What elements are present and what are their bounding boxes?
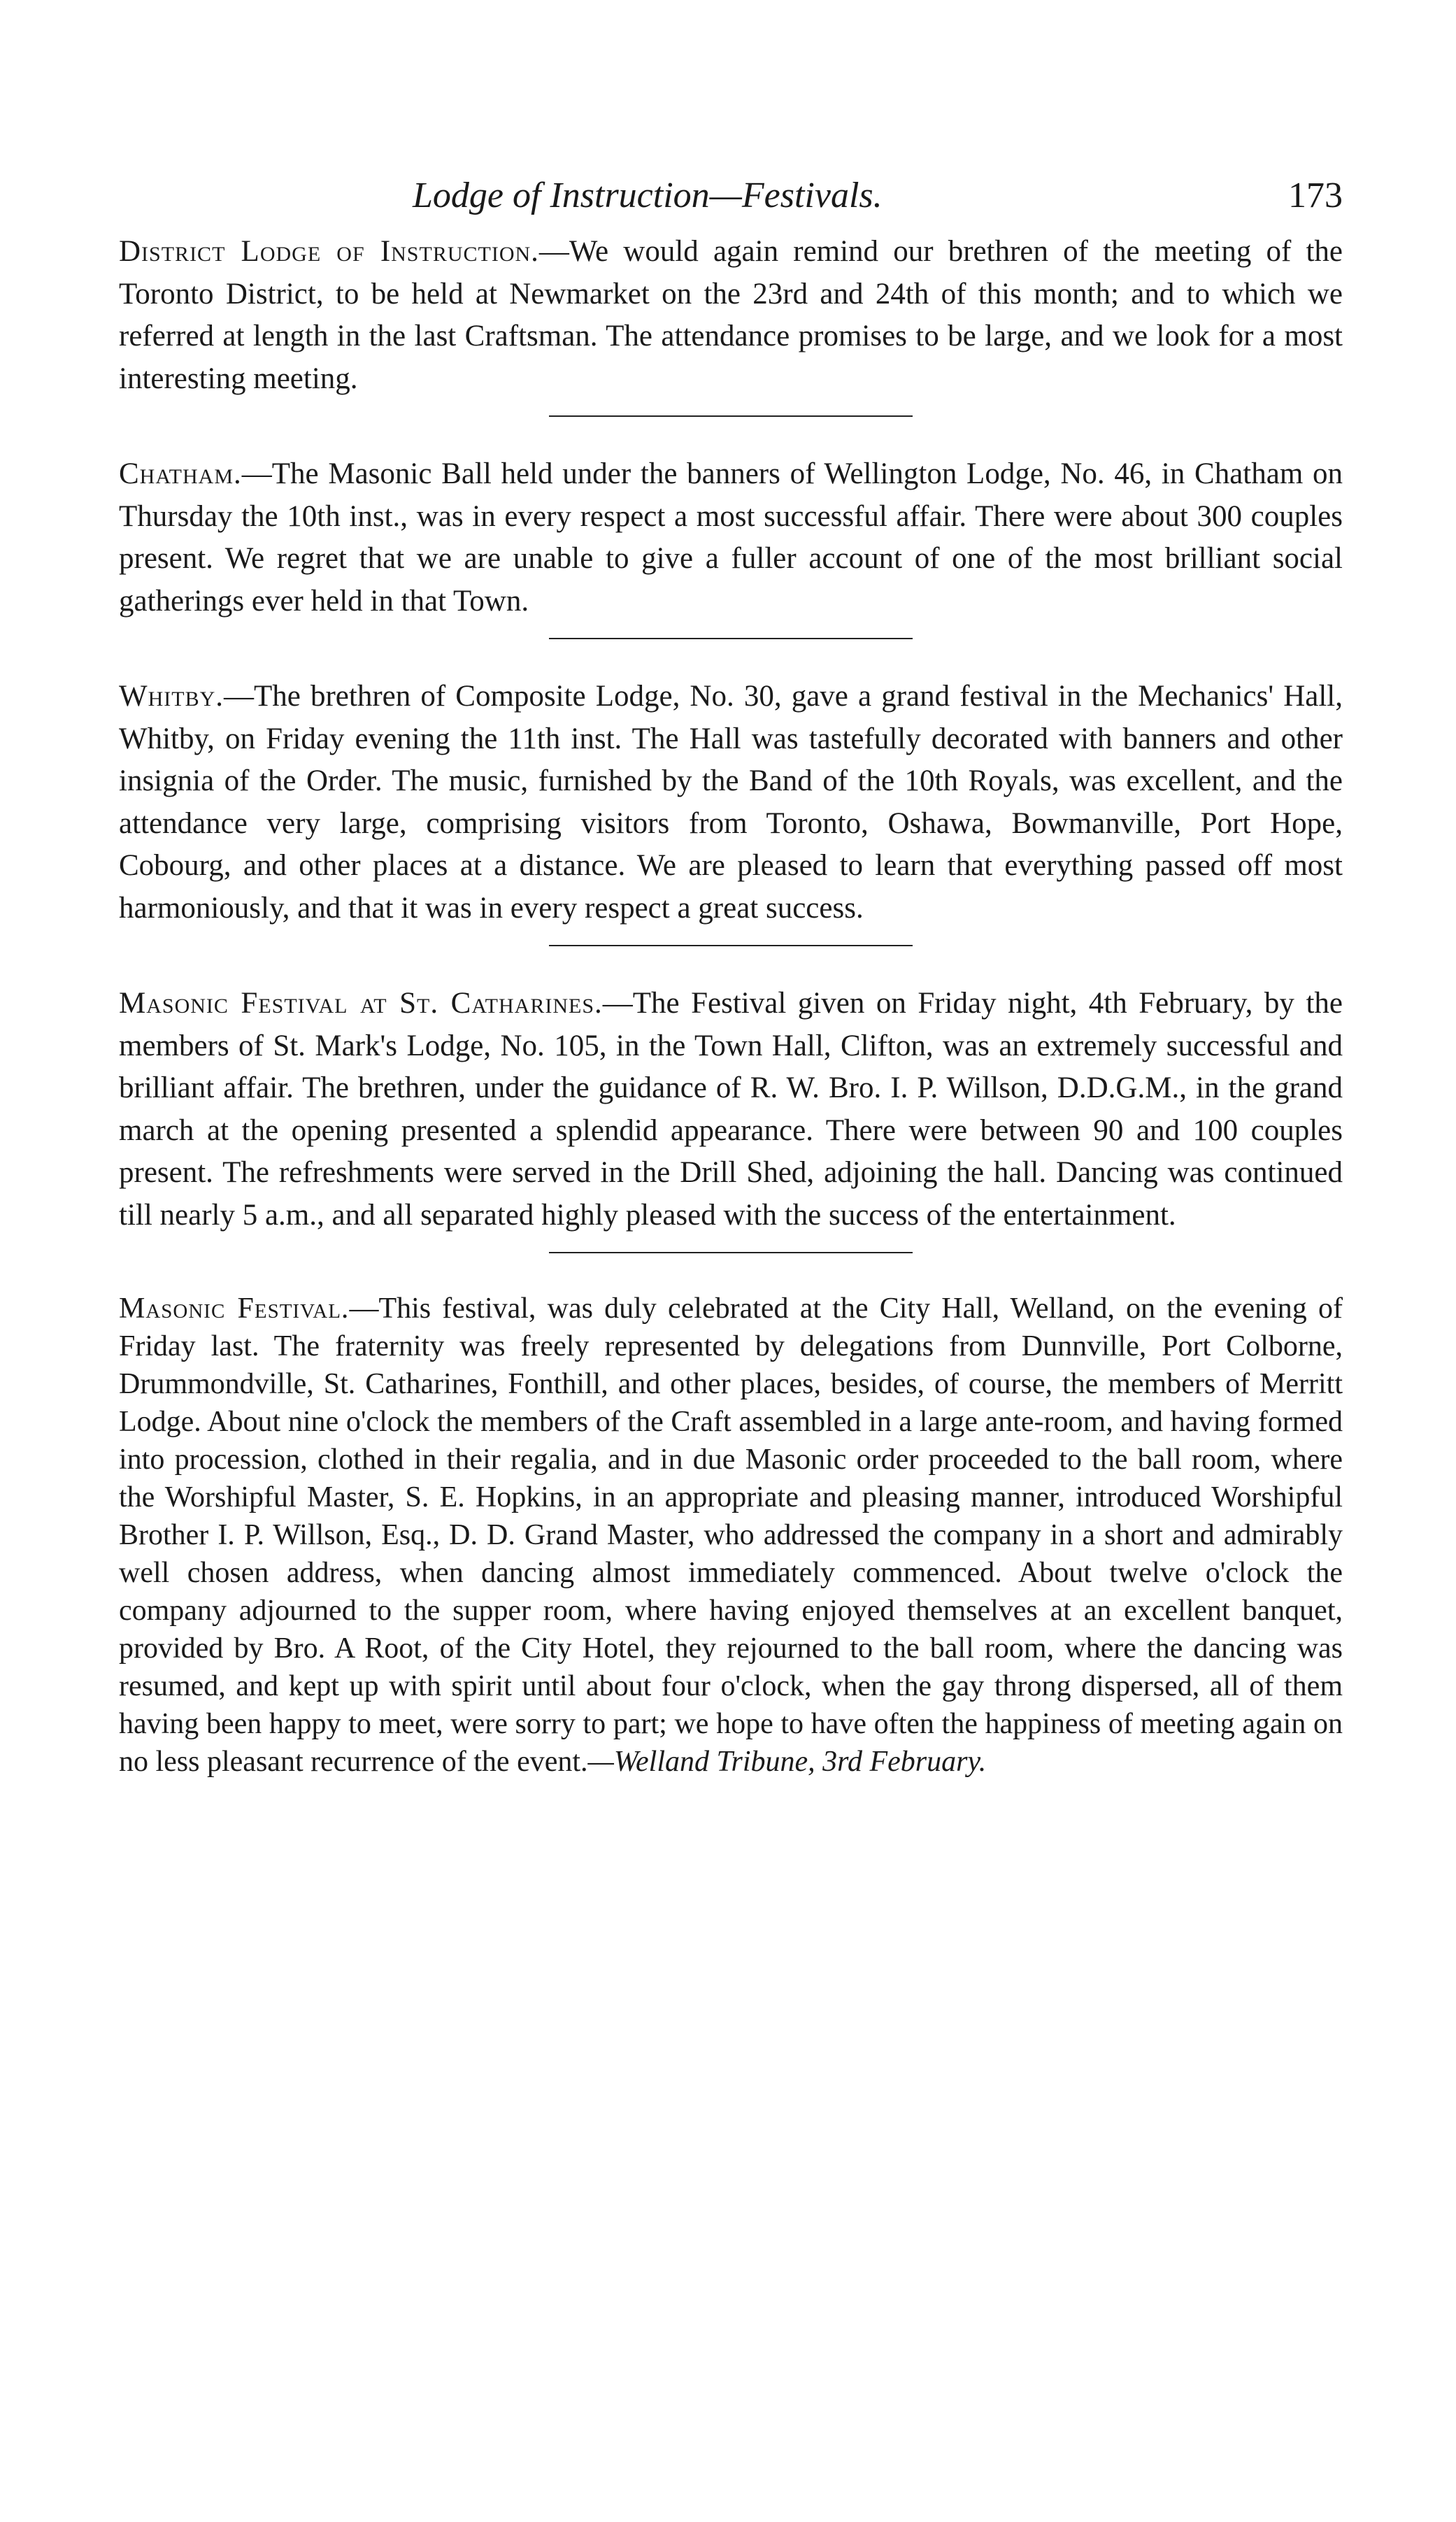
article-text: —The Festival given on Friday night, 4th February, by the members of St. Mark's Lodge, No. 105, in the Town Hall, Clifton, was an extremely successful and brilliant affair. The brethren, under the guidance of R. W. Bro. I. P. Willson, D.D.G.M., in the grand march at the opening presented a splendid appearance. There were between 90 and 100 couples present. The refreshments were served in the Drill Shed, adjoining the hall. Dancing was continued till nearly 5 a.m., and all separated highly pleased with the success of the entertainment. xyxy=(119,987,1343,1232)
article-heading: Masonic Festival at St. Catharines. xyxy=(119,987,603,1020)
section-divider xyxy=(549,945,913,946)
article-whitby xyxy=(119,676,1343,929)
article-chatham xyxy=(119,453,1343,622)
article-heading: District Lodge of Instruction. xyxy=(119,235,539,268)
article-heading: Masonic Festival. xyxy=(119,1292,350,1325)
page-number: 173 xyxy=(1288,176,1343,215)
article-welland-festival xyxy=(119,1290,1343,1781)
article-district-lodge xyxy=(119,231,1343,400)
document-page xyxy=(119,175,1343,1781)
section-divider xyxy=(549,415,913,417)
article-heading: Whitby. xyxy=(119,680,224,713)
section-divider xyxy=(549,638,913,639)
running-head xyxy=(119,175,1343,231)
article-text: —This festival, was duly celebrated at the City Hall, Welland, on the evening of Friday last. The fraternity was freely represented by delegations from Dunnville, Port Colborne, Drummondville, St. Catharines, Fonthill, and other places, besides, of course, the members of Merritt Lodge. About nine o'clock the members of the Craft assembled in a large ante-room, and having formed into procession, clothed in their regalia, and in due Masonic order proceeded to the ball room, where the Worshipful Master, S. E. Hopkins, in an appropriate and pleasing manner, introduced Worshipful Brother I. P. Willson, Esq., D. D. Grand Master, who addressed the company in a short and admirably well chosen address, when dancing almost immediately commenced. About twelve o'clock the company adjourned to the supper room, where having enjoyed themselves at an excellent banquet, provided by Bro. A Root, of the City Hotel, they rejourned to the ball room, where the dancing was resumed, and kept up with spirit until about four o'clock, when the gay throng dispersed, all of them having been happy to meet, were sorry to part; we hope to have often the happiness of meeting again on no less pleasant recurrence of the event. xyxy=(119,1292,1343,1778)
running-title: Lodge of Instruction—Festivals. xyxy=(413,176,883,215)
article-text: —The Masonic Ball held under the banners of Wellington Lodge, No. 46, in Chatham on Thursday the 10th inst., was in every respect a most successful affair. There were about 300 couples present. We regret that we are unable to give a fuller account of one of the most brilliant social gatherings ever held in that Town. xyxy=(119,457,1343,618)
article-heading: Chatham. xyxy=(119,457,242,490)
section-divider xyxy=(549,1252,913,1253)
article-text: —We would again remind our brethren of the meeting of the Toronto District, to be held at Newmarket on the 23rd and 24th of this month; and to which we referred at length in the last Craftsman. The attendance promises to be large, and we look for a most interesting meeting. xyxy=(119,235,1343,395)
article-st-catharines xyxy=(119,983,1343,1237)
source-credit: —Welland Tribune, 3rd February. xyxy=(587,1746,987,1778)
article-text: —The brethren of Composite Lodge, No. 30, gave a grand festival in the Mechanics' Hall, Whitby, on Friday evening the 11th inst. The Hall was tastefully decorated with banners and other insignia of the Order. The music, furnished by the Band of the 10th Royals, was excellent, and the attendance very large, comprising visitors from Toronto, Oshawa, Bowmanville, Port Hope, Cobourg, and other places at a distance. We are pleased to learn that everything passed off most harmoniously, and that it was in every respect a great success. xyxy=(119,680,1343,925)
